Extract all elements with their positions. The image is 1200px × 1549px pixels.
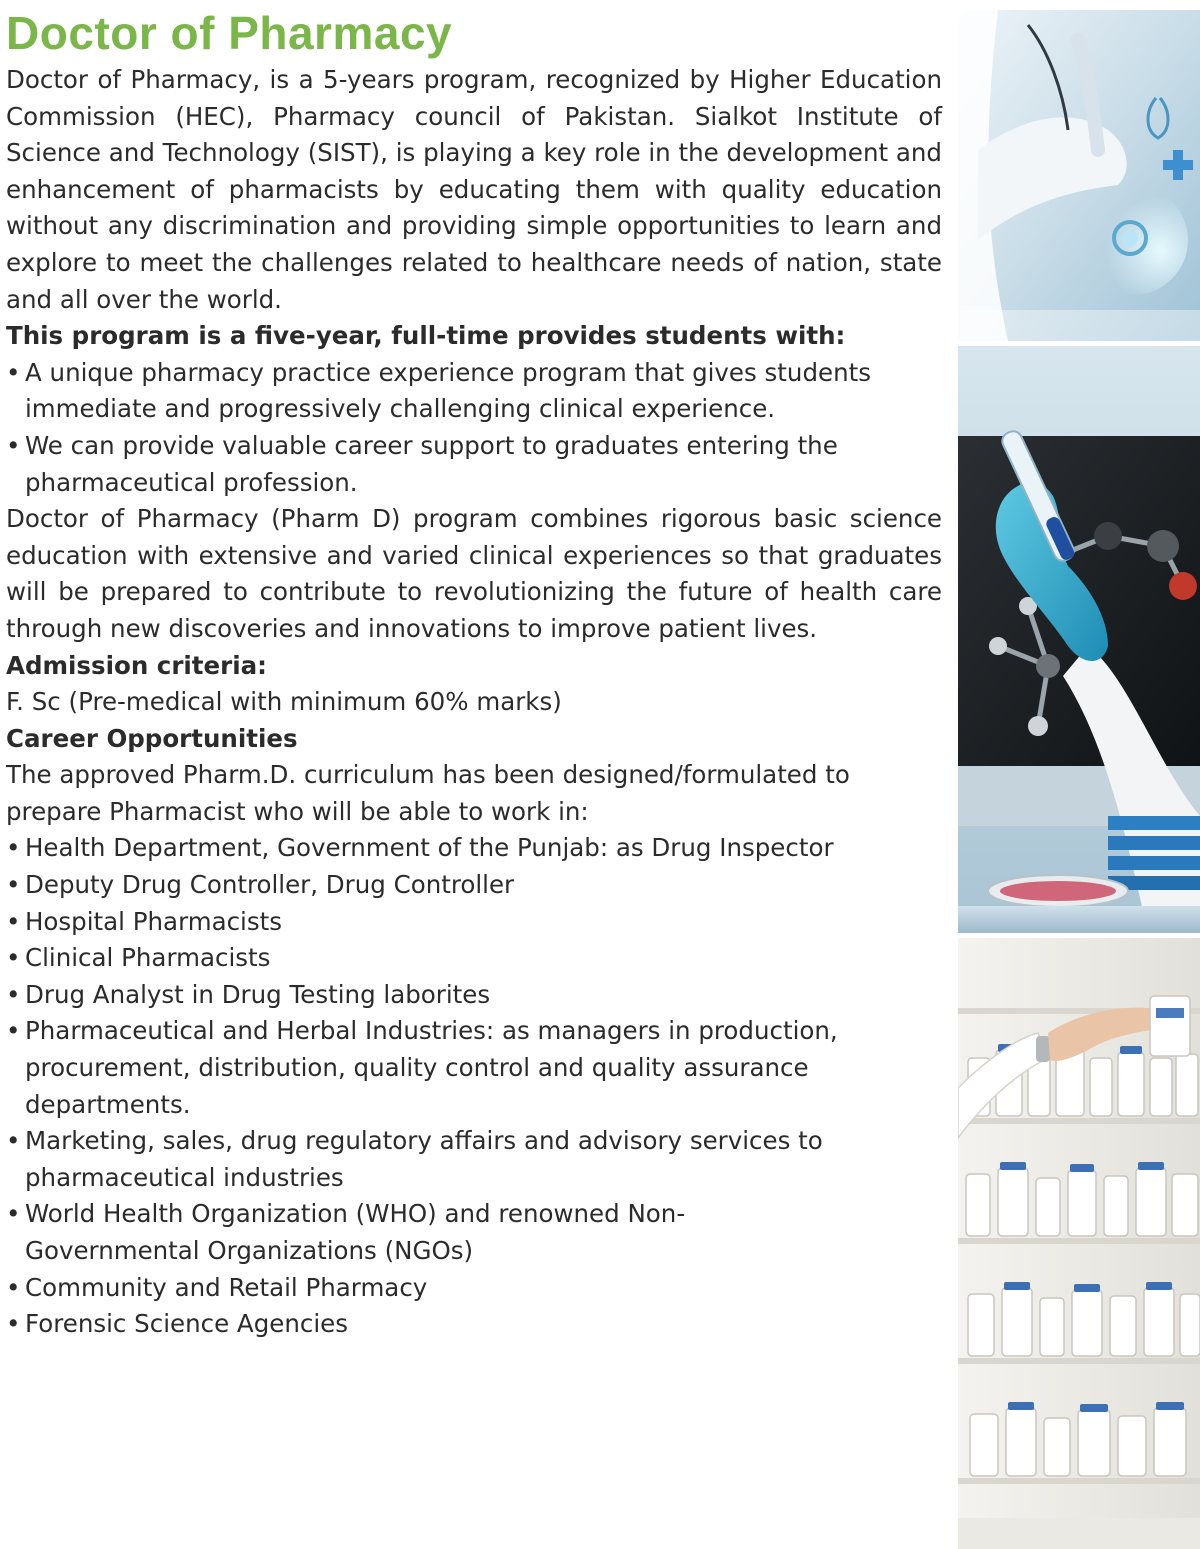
career-bullet-list — [6, 830, 942, 1342]
list-item: • Hospital Pharmacists — [6, 904, 835, 941]
intro-paragraph: Doctor of Pharmacy, is a 5-years program, recognized by Higher Education Commission (HEC), Pharmacy council of Pakistan. Sialkot Institute of Science and Technology (SIST), is playing a key role in the development and enhancement of pharmacists by educating them with quality education without any discrimination and providing simple opportunities to learn and explore to meet the challenges related to healthcare needs of nation, state and all over the world. — [6, 65, 942, 314]
page-title: Doctor of Pharmacy — [6, 7, 453, 59]
list-item: • Marketing, sales, drug regulatory affairs and advisory services to pharmaceutical industries — [6, 1123, 945, 1196]
list-item: • World Health Organization (WHO) and renowned Non-Governmental Organizations (NGOs) — [6, 1196, 835, 1269]
program-description-paragraph: Doctor of Pharmacy (Pharm D) program combines rigorous basic science education with extensive and varied clinical experiences so that graduates will be prepared to contribute to revolutionizing the future of health care through new discoveries and innovations to improve patient lives. — [6, 504, 942, 643]
list-item: • Clinical Pharmacists — [6, 940, 835, 977]
list-item: • Community and Retail Pharmacy — [6, 1270, 835, 1307]
program-heading: This program is a five-year, full-time provides students with: — [6, 321, 846, 351]
admission-heading: Admission criteria: — [6, 650, 267, 680]
list-item: • A unique pharmacy practice experience program that gives students immediate and progressively challenging clinical experience. — [6, 355, 896, 428]
list-item: • Forensic Science Agencies — [6, 1306, 835, 1343]
doctor-touchscreen-photo — [958, 10, 1200, 341]
list-item: • We can provide valuable career support to graduates entering the pharmaceutical profession. — [6, 428, 896, 501]
list-item: • Drug Analyst in Drug Testing laborites — [6, 977, 835, 1014]
pharmacy-shelves-photo — [958, 938, 1200, 1549]
document-body — [6, 4, 942, 1343]
list-item: • Pharmaceutical and Herbal Industries: as managers in production, procurement, distribution, quality control and quality assurance departments. — [6, 1013, 945, 1123]
program-bullet-list — [6, 355, 896, 501]
career-intro: The approved Pharm.D. curriculum has been designed/formulated to prepare Pharmacist who will be able to work in: — [6, 760, 850, 826]
list-item: • Health Department, Government of the Punjab: as Drug Inspector — [6, 830, 835, 867]
list-item: • Deputy Drug Controller, Drug Controller — [6, 867, 835, 904]
admission-text: F. Sc (Pre-medical with minimum 60% marks) — [6, 687, 562, 717]
lab-test-tube-photo — [958, 346, 1200, 933]
career-heading: Career Opportunities — [6, 723, 298, 753]
